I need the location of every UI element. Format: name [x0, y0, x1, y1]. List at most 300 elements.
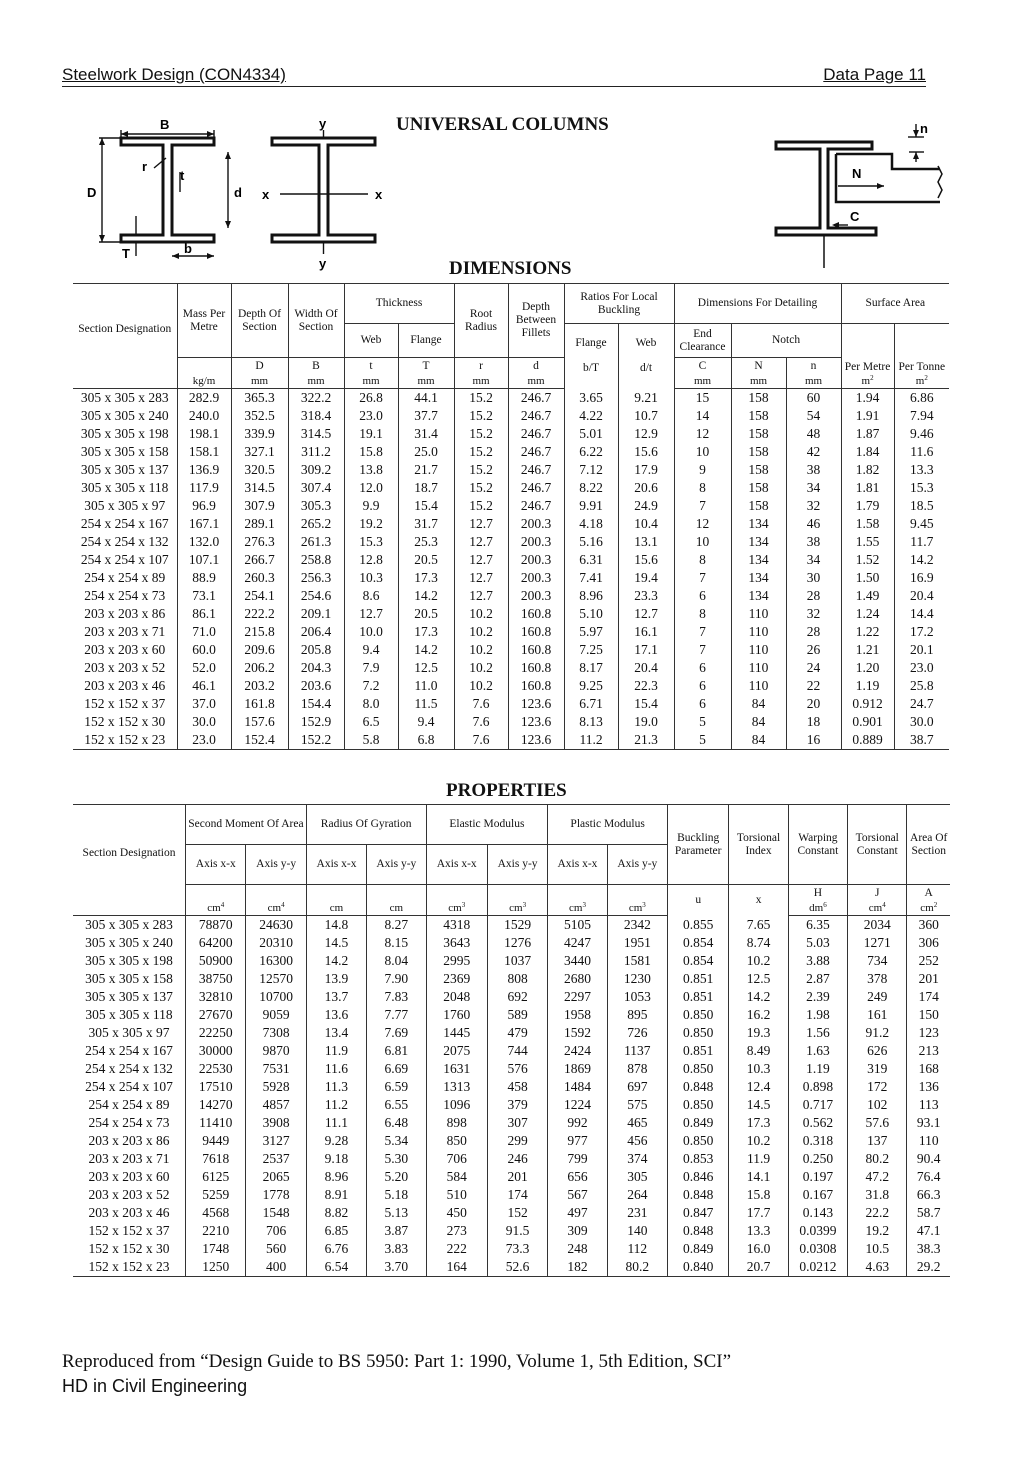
table-cell: 1.58	[841, 515, 894, 533]
table-cell: 52.0	[177, 659, 231, 677]
table-cell: 6.71	[564, 695, 618, 713]
table-cell: 5.10	[564, 605, 618, 623]
table-cell: 30000	[186, 1042, 246, 1060]
table-cell: 0.143	[788, 1204, 847, 1222]
table-cell: 6	[674, 677, 731, 695]
table-cell: 22.2	[848, 1204, 907, 1222]
table-cell: 465	[607, 1114, 667, 1132]
table-cell: 744	[487, 1042, 547, 1060]
table-cell: 1958	[548, 1006, 607, 1024]
table-cell: 11.3	[306, 1078, 366, 1096]
table-cell: 726	[607, 1024, 667, 1042]
table-cell: 2342	[607, 916, 667, 935]
unit-cm3: $cm^3$	[487, 901, 547, 916]
unit-m2: $m^2$	[894, 374, 949, 389]
table-cell: 6.22	[564, 443, 618, 461]
table-cell: 311.2	[288, 443, 344, 461]
table-cell: 0.851	[668, 1042, 729, 1060]
table-cell: 314.5	[288, 425, 344, 443]
section-designation-cell: 305 x 305 x 198	[80, 426, 169, 441]
table-cell: 58.7	[907, 1204, 950, 1222]
table-cell: 10.2	[729, 952, 788, 970]
table-cell: 2075	[426, 1042, 487, 1060]
table-cell: 5	[674, 713, 731, 731]
section-designation-cell: 152 x 152 x 37	[88, 1223, 170, 1238]
table-cell: 3.87	[367, 1222, 426, 1240]
col-notch: Notch	[731, 324, 841, 358]
table-cell: 6.31	[564, 551, 618, 569]
col-surface-area: Surface Area	[841, 284, 949, 324]
table-cell: 9.9	[344, 497, 398, 515]
table-cell: 14.5	[306, 934, 366, 952]
col-thickness: Thickness	[344, 284, 454, 324]
table-cell: 84	[731, 731, 786, 750]
table-cell: 6.69	[367, 1060, 426, 1078]
table-cell: 134	[731, 587, 786, 605]
table-cell: 5.97	[564, 623, 618, 641]
section-designation-cell: 254 x 254 x 132	[85, 1061, 173, 1076]
axis-xx: Axis x-x	[186, 845, 246, 885]
table-cell: 132.0	[177, 533, 231, 551]
table-cell: 29.2	[907, 1258, 950, 1277]
table-cell: 7.90	[367, 970, 426, 988]
table-cell: 9.46	[894, 425, 949, 443]
table-cell: 22250	[186, 1024, 246, 1042]
table-cell: 15.3	[894, 479, 949, 497]
table-cell: 2537	[246, 1150, 306, 1168]
table-cell: 307	[487, 1114, 547, 1132]
table-cell: 158	[731, 389, 786, 408]
table-cell: 66.3	[907, 1186, 950, 1204]
table-cell: 6.5	[344, 713, 398, 731]
table-cell: 1.84	[841, 443, 894, 461]
table-cell: 18.7	[398, 479, 454, 497]
table-cell: 213	[907, 1042, 950, 1060]
table-cell: 1.20	[841, 659, 894, 677]
table-cell: 206.2	[231, 659, 288, 677]
table-cell: 13.3	[894, 461, 949, 479]
col-ratio-web	[618, 324, 674, 389]
table-cell: 110	[907, 1132, 950, 1150]
table-cell: 200.3	[508, 569, 564, 587]
table-cell: 264	[607, 1186, 667, 1204]
table-cell: 5.03	[788, 934, 847, 952]
symbol-C: C	[674, 358, 731, 375]
table-cell: 11.2	[564, 731, 618, 750]
table-cell: 12	[674, 515, 731, 533]
label-n: n	[920, 121, 928, 136]
symbol-A: A	[907, 885, 950, 902]
table-cell: 38.3	[907, 1240, 950, 1258]
table-cell: 9449	[186, 1132, 246, 1150]
table-cell: 1445	[426, 1024, 487, 1042]
table-cell: 31.7	[398, 515, 454, 533]
table-cell: 5.8	[344, 731, 398, 750]
unit-mm: mm	[786, 374, 841, 389]
table-cell: 360	[907, 916, 950, 935]
table-cell: 1592	[548, 1024, 607, 1042]
table-cell: 8.17	[564, 659, 618, 677]
table-cell: 5.16	[564, 533, 618, 551]
dimensions-title: DIMENSIONS	[449, 258, 572, 279]
table-cell: 38	[786, 461, 841, 479]
table-cell: 2.39	[788, 988, 847, 1006]
table-cell: 7308	[246, 1024, 306, 1042]
table-cell: 12.9	[618, 425, 674, 443]
table-cell: 25.0	[398, 443, 454, 461]
table-cell: 10	[674, 443, 731, 461]
axis-yy: Axis y-y	[487, 845, 547, 885]
table-cell: 1037	[487, 952, 547, 970]
table-cell: 1.21	[841, 641, 894, 659]
table-cell: 9.91	[564, 497, 618, 515]
table-cell: 134	[731, 515, 786, 533]
table-cell: 9.45	[894, 515, 949, 533]
section-designation-cell: 203 x 203 x 86	[88, 1133, 170, 1148]
table-cell: 5928	[246, 1078, 306, 1096]
table-cell: 15.3	[344, 533, 398, 551]
unit-mm: mm	[454, 374, 508, 389]
table-cell: 4318	[426, 916, 487, 935]
table-cell: 8.74	[729, 934, 788, 952]
table-cell: 25.3	[398, 533, 454, 551]
table-cell: 9	[674, 461, 731, 479]
section-designation-cell: 305 x 305 x 158	[85, 971, 173, 986]
table-cell: 14270	[186, 1096, 246, 1114]
table-cell: 15.2	[454, 497, 508, 515]
table-cell: 112	[607, 1240, 667, 1258]
table-cell: 8.22	[564, 479, 618, 497]
table-cell: 17.1	[618, 641, 674, 659]
table-cell: 260.3	[231, 569, 288, 587]
label-y-bottom: y	[319, 256, 327, 271]
table-cell: 456	[607, 1132, 667, 1150]
table-cell: 26.8	[344, 389, 398, 408]
table-cell: 0.851	[668, 970, 729, 988]
table-cell: 318.4	[288, 407, 344, 425]
section-designation-cell: 305 x 305 x 240	[85, 935, 173, 950]
section-designation-cell: 305 x 305 x 137	[80, 462, 169, 477]
symbol-T: T	[398, 358, 454, 375]
table-cell: 17.2	[894, 623, 949, 641]
table-cell: 626	[848, 1042, 907, 1060]
table-cell: 6.35	[788, 916, 847, 935]
table-row	[73, 533, 949, 551]
table-cell: 10700	[246, 988, 306, 1006]
table-cell: 895	[607, 1006, 667, 1024]
table-cell: 110	[731, 641, 786, 659]
table-cell: 158	[731, 407, 786, 425]
unit-cm: cm	[367, 901, 426, 916]
document-title: UNIVERSAL COLUMNS	[396, 114, 609, 135]
unit-kgm: kg/m	[177, 374, 231, 389]
table-cell: 16.2	[729, 1006, 788, 1024]
table-cell: 158	[731, 497, 786, 515]
table-cell: 560	[246, 1240, 306, 1258]
table-cell: 0.850	[668, 1096, 729, 1114]
table-cell: 22	[786, 677, 841, 695]
table-cell: 1.87	[841, 425, 894, 443]
table-cell: 42	[786, 443, 841, 461]
table-cell: 305	[607, 1168, 667, 1186]
table-cell: 2.87	[788, 970, 847, 988]
table-cell: 1250	[186, 1258, 246, 1277]
table-cell: 14.2	[398, 641, 454, 659]
table-row	[73, 1024, 950, 1042]
section-axes-diagram	[258, 116, 398, 276]
table-cell: 203.2	[231, 677, 288, 695]
table-cell: 24630	[246, 916, 306, 935]
col-depth: Depth Of Section	[231, 284, 288, 358]
table-cell: 5105	[548, 916, 607, 935]
table-cell: 248	[548, 1240, 607, 1258]
table-cell: 15.8	[344, 443, 398, 461]
table-cell: 8.15	[367, 934, 426, 952]
table-cell: 60	[786, 389, 841, 408]
table-cell: 254.6	[288, 587, 344, 605]
table-cell: 201	[487, 1168, 547, 1186]
table-cell: 1137	[607, 1042, 667, 1060]
table-cell: 1313	[426, 1078, 487, 1096]
section-designation-cell: 203 x 203 x 52	[84, 660, 166, 675]
table-cell: 10.2	[454, 659, 508, 677]
table-cell: 3.83	[367, 1240, 426, 1258]
page-header	[62, 64, 926, 87]
col-torsional-const: Torsional Constant	[848, 805, 907, 885]
table-cell: 157.6	[231, 713, 288, 731]
table-cell: 266.7	[231, 551, 288, 569]
table-cell: 78870	[186, 916, 246, 935]
table-cell: 2048	[426, 988, 487, 1006]
table-cell: 246.7	[508, 389, 564, 408]
col-elastic-modulus: Elastic Modulus	[426, 805, 548, 845]
section-designation-cell: 254 x 254 x 73	[84, 588, 166, 603]
table-row	[73, 407, 949, 425]
col-plastic-modulus: Plastic Modulus	[548, 805, 668, 845]
table-cell: 19.0	[618, 713, 674, 731]
table-cell: 4857	[246, 1096, 306, 1114]
notch-detail-diagram	[772, 116, 952, 276]
axis-yy: Axis y-y	[367, 845, 426, 885]
table-cell: 161.8	[231, 695, 288, 713]
properties-title: PROPERTIES	[446, 780, 567, 801]
table-cell: 7	[674, 641, 731, 659]
label-d: d	[234, 185, 242, 200]
table-cell: 1.24	[841, 605, 894, 623]
table-cell: 256.3	[288, 569, 344, 587]
symbol-dt: d/t	[639, 362, 653, 375]
table-cell: 174	[907, 988, 950, 1006]
table-row	[73, 569, 949, 587]
table-cell: 10.2	[454, 623, 508, 641]
section-designation-cell: 152 x 152 x 30	[88, 1241, 170, 1256]
table-cell: 246.7	[508, 497, 564, 515]
table-cell: 37.0	[177, 695, 231, 713]
properties-table-body	[73, 916, 950, 1277]
table-cell: 0.849	[668, 1240, 729, 1258]
table-cell: 152.2	[288, 731, 344, 750]
table-cell: 10.0	[344, 623, 398, 641]
table-cell: 136	[907, 1078, 950, 1096]
table-cell: 3908	[246, 1114, 306, 1132]
table-cell: 206.4	[288, 623, 344, 641]
table-cell: 252	[907, 952, 950, 970]
table-row	[73, 1132, 950, 1150]
table-cell: 136.9	[177, 461, 231, 479]
table-cell: 1.98	[788, 1006, 847, 1024]
table-cell: 17510	[186, 1078, 246, 1096]
table-cell: 30	[786, 569, 841, 587]
table-cell: 305.3	[288, 497, 344, 515]
table-cell: 8.91	[306, 1186, 366, 1204]
table-cell: 1548	[246, 1204, 306, 1222]
table-cell: 134	[731, 551, 786, 569]
table-cell: 20	[786, 695, 841, 713]
table-cell: 12.7	[454, 587, 508, 605]
section-designation-cell: 305 x 305 x 137	[85, 989, 173, 1004]
table-cell: 172	[848, 1078, 907, 1096]
table-cell: 576	[487, 1060, 547, 1078]
table-cell: 1.81	[841, 479, 894, 497]
symbol-B: B	[288, 358, 344, 375]
section-designation-cell: 203 x 203 x 71	[84, 624, 166, 639]
table-cell: 38	[786, 533, 841, 551]
table-cell: 200.3	[508, 515, 564, 533]
table-cell: 1951	[607, 934, 667, 952]
label-y-top: y	[319, 116, 327, 131]
table-cell: 0.717	[788, 1096, 847, 1114]
table-cell: 15.2	[454, 389, 508, 408]
dimensions-table	[73, 283, 949, 750]
section-designation-cell: 254 x 254 x 167	[85, 1043, 173, 1058]
table-row	[73, 1258, 950, 1277]
table-cell: 24.9	[618, 497, 674, 515]
table-cell: 123.6	[508, 731, 564, 750]
table-row	[73, 1006, 950, 1024]
table-cell: 479	[487, 1024, 547, 1042]
table-cell: 13.6	[306, 1006, 366, 1024]
table-cell: 20310	[246, 934, 306, 952]
table-cell: 276.3	[231, 533, 288, 551]
table-cell: 47.1	[907, 1222, 950, 1240]
unit-cm4: $cm^4$	[848, 901, 907, 916]
unit-mm: mm	[731, 374, 786, 389]
section-designation-cell: 203 x 203 x 71	[88, 1151, 170, 1166]
unit-mm: mm	[508, 374, 564, 389]
table-cell: 1631	[426, 1060, 487, 1078]
table-cell: 352.5	[231, 407, 288, 425]
table-cell: 6.54	[306, 1258, 366, 1277]
table-cell: 11.2	[306, 1096, 366, 1114]
axis-xx: Axis x-x	[426, 845, 487, 885]
table-cell: 16.1	[618, 623, 674, 641]
table-cell: 0.840	[668, 1258, 729, 1277]
table-row	[73, 677, 949, 695]
table-cell: 158	[731, 479, 786, 497]
table-cell: 7.65	[729, 916, 788, 935]
table-cell: 246.7	[508, 407, 564, 425]
table-cell: 7.2	[344, 677, 398, 695]
table-cell: 160.8	[508, 659, 564, 677]
table-cell: 73.1	[177, 587, 231, 605]
col-torsional-index: Torsional Index	[729, 805, 788, 885]
table-cell: 977	[548, 1132, 607, 1150]
section-designation-cell: 305 x 305 x 283	[85, 917, 173, 932]
table-cell: 7618	[186, 1150, 246, 1168]
table-cell: 0.901	[841, 713, 894, 731]
section-designation-cell: 254 x 254 x 89	[84, 570, 166, 585]
section-designation-cell: 254 x 254 x 167	[80, 516, 169, 531]
table-cell: 706	[246, 1222, 306, 1240]
table-cell: 158	[731, 425, 786, 443]
table-cell: 80.2	[848, 1150, 907, 1168]
table-cell: 73.3	[487, 1240, 547, 1258]
table-row	[73, 1150, 950, 1168]
properties-table	[73, 804, 950, 1277]
table-cell: 10.7	[618, 407, 674, 425]
table-cell: 6	[674, 695, 731, 713]
col-ratios: Ratios For Local Buckling	[564, 284, 674, 324]
table-cell: 656	[548, 1168, 607, 1186]
table-cell: 1484	[548, 1078, 607, 1096]
table-cell: 282.9	[177, 389, 231, 408]
table-cell: 567	[548, 1186, 607, 1204]
symbol-bT: b/T	[583, 362, 599, 375]
table-cell: 320.5	[231, 461, 288, 479]
table-cell: 160.8	[508, 623, 564, 641]
table-cell: 76.4	[907, 1168, 950, 1186]
table-cell: 15.2	[454, 461, 508, 479]
table-cell: 158	[731, 461, 786, 479]
table-row	[73, 1186, 950, 1204]
table-cell: 52.6	[487, 1258, 547, 1277]
table-cell: 38750	[186, 970, 246, 988]
table-cell: 1748	[186, 1240, 246, 1258]
table-cell: 26	[786, 641, 841, 659]
table-cell: 222	[426, 1240, 487, 1258]
table-cell: 307.9	[231, 497, 288, 515]
table-cell: 246.7	[508, 479, 564, 497]
symbol-r: r	[454, 358, 508, 375]
table-cell: 246.7	[508, 443, 564, 461]
table-cell: 10.3	[729, 1060, 788, 1078]
section-designation-cell: 203 x 203 x 46	[88, 1205, 170, 1220]
table-cell: 6.8	[398, 731, 454, 750]
table-cell: 12.8	[344, 551, 398, 569]
table-cell: 158	[731, 443, 786, 461]
table-cell: 12570	[246, 970, 306, 988]
table-cell: 575	[607, 1096, 667, 1114]
table-cell: 32	[786, 497, 841, 515]
section-designation-cell: 152 x 152 x 30	[84, 714, 166, 729]
table-cell: 799	[548, 1150, 607, 1168]
table-cell: 3.65	[564, 389, 618, 408]
table-cell: 808	[487, 970, 547, 988]
table-cell: 6.85	[306, 1222, 366, 1240]
table-cell: 96.9	[177, 497, 231, 515]
table-cell: 8.96	[564, 587, 618, 605]
table-cell: 2995	[426, 952, 487, 970]
col-width: Width Of Section	[288, 284, 344, 358]
col-per-tonne: Per Tonne	[894, 324, 949, 375]
table-cell: 84	[731, 713, 786, 731]
table-cell: 2065	[246, 1168, 306, 1186]
col-flange-thickness: Flange	[398, 324, 454, 358]
section-designation-cell: 152 x 152 x 23	[73, 731, 177, 750]
table-cell: 44.1	[398, 389, 454, 408]
table-cell: 13.8	[344, 461, 398, 479]
table-cell: 12.5	[398, 659, 454, 677]
